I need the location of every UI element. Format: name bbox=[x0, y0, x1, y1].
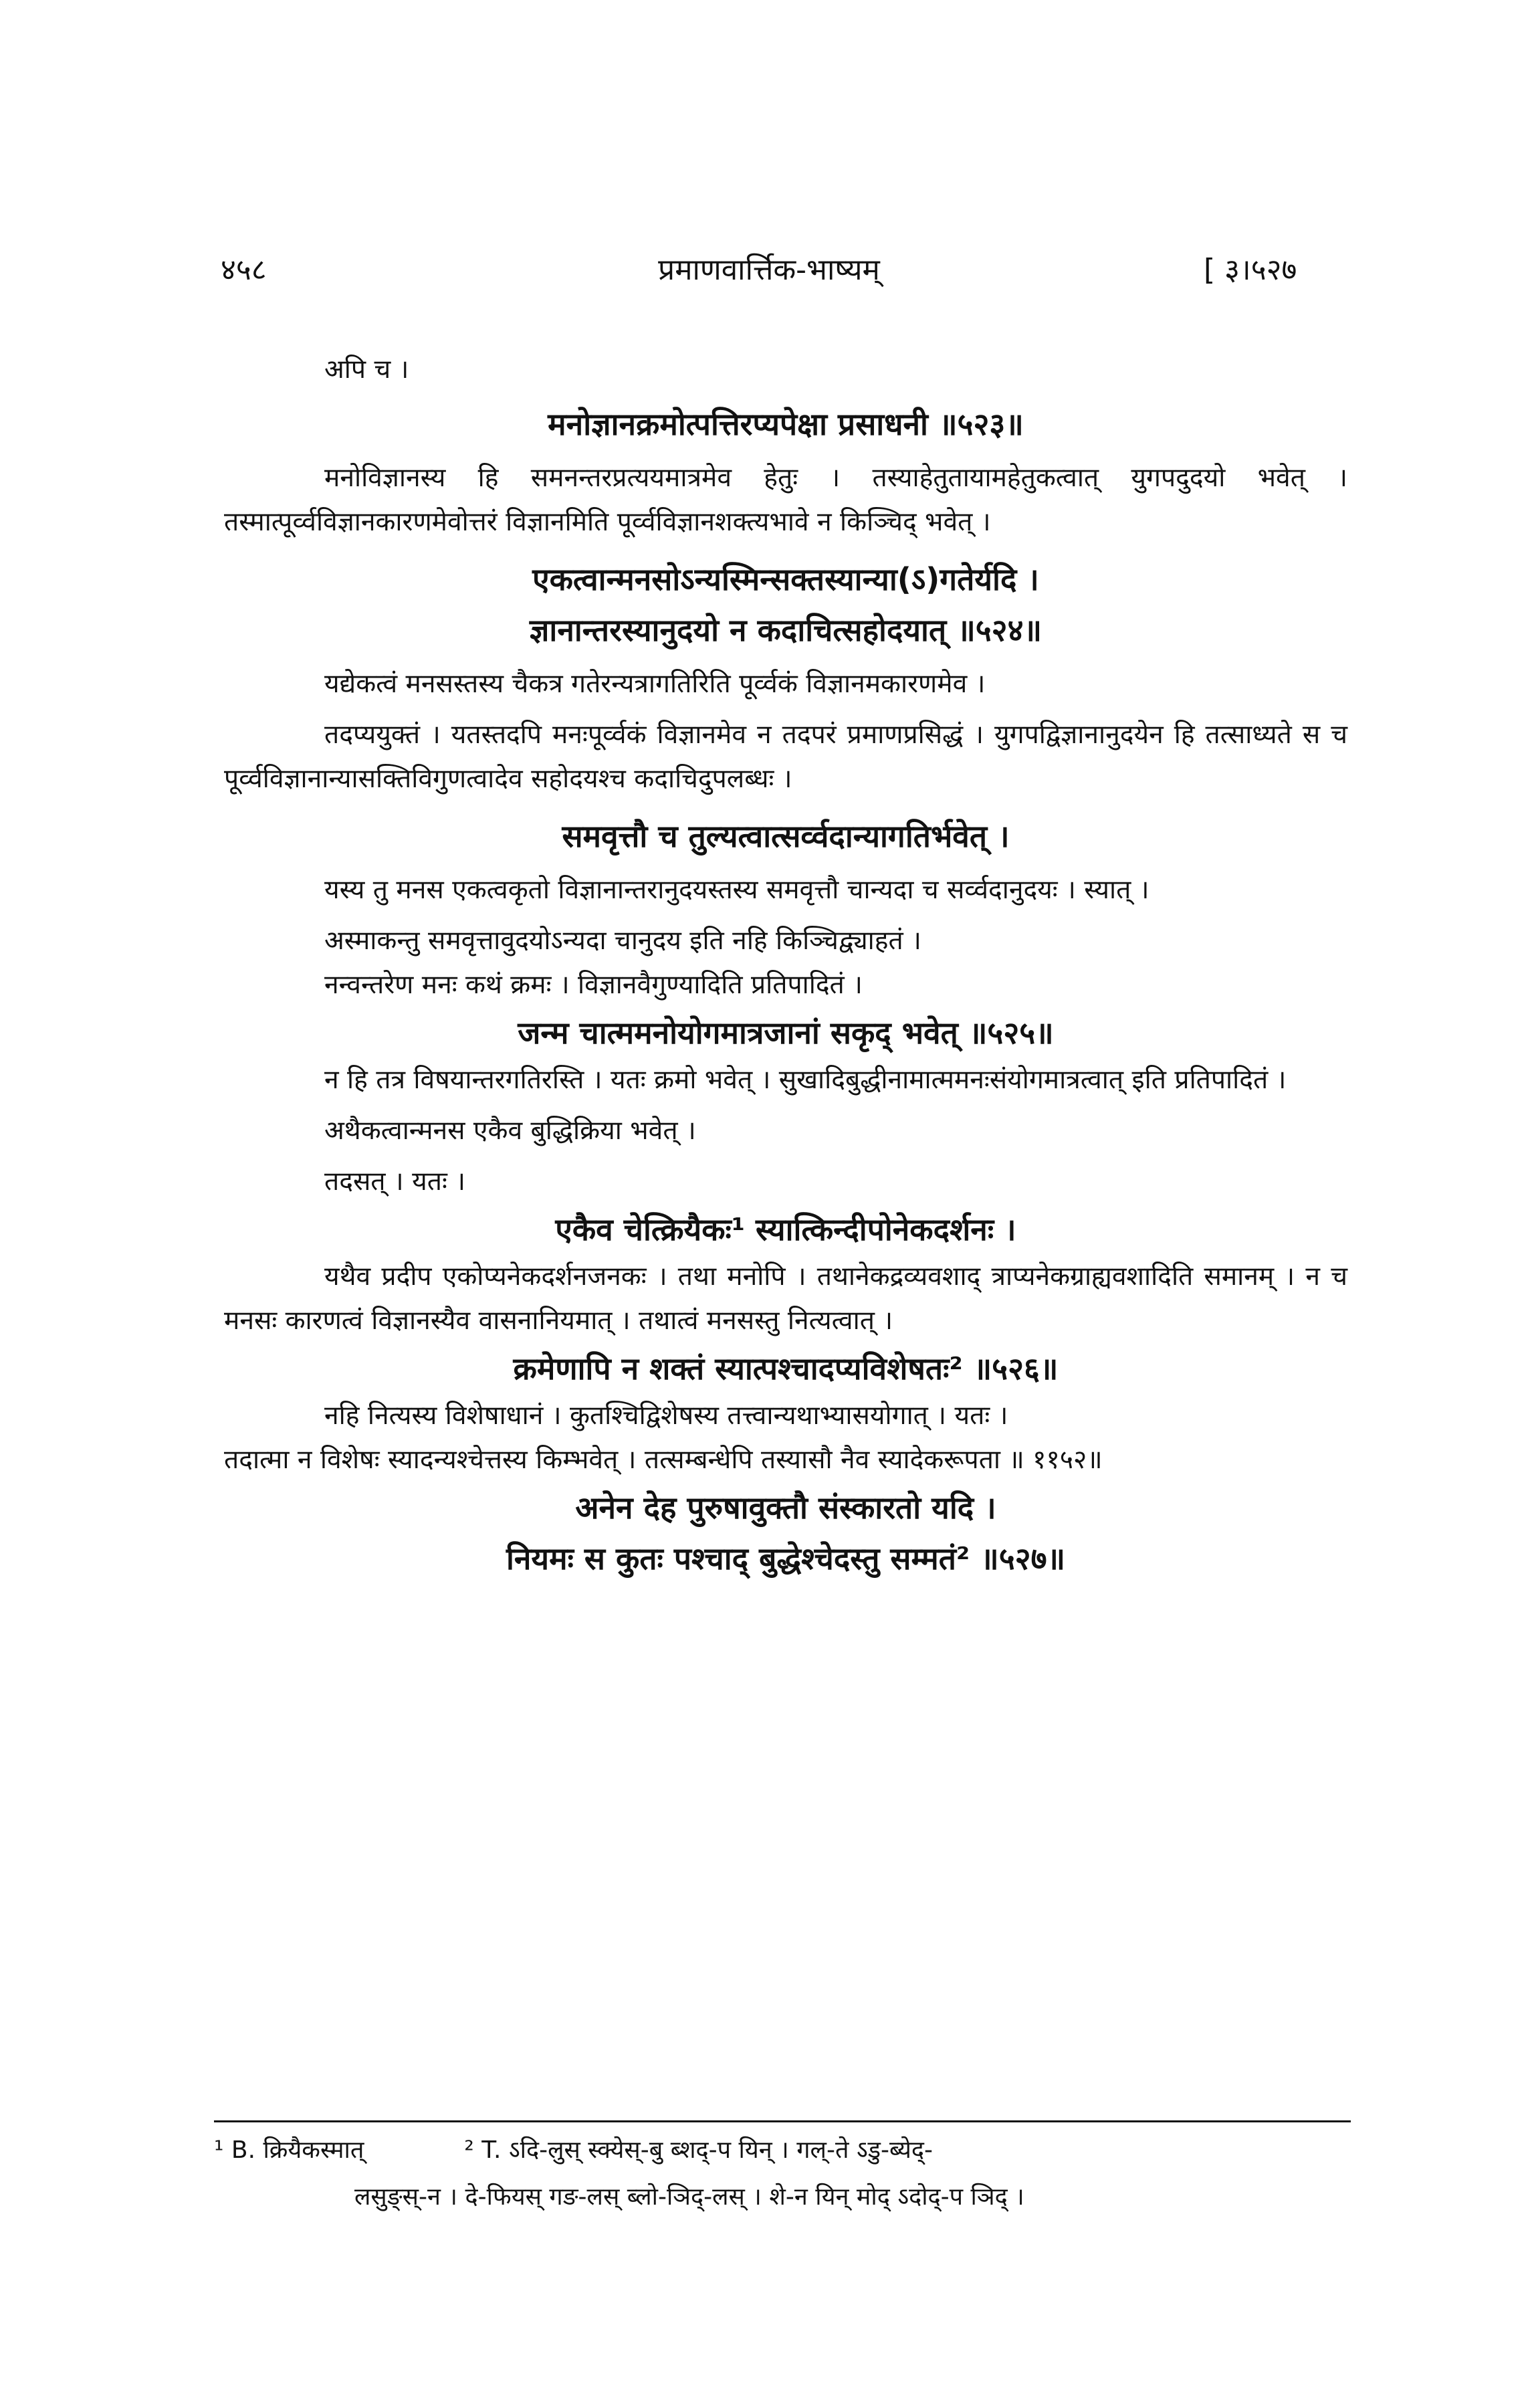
prose-paragraph: यस्य तु मनस एकत्वकृतो विज्ञानान्तरानुदयस्तस्य समवृत्तौ चान्यदा च सर्व्वदानुदयः । स्यात् । bbox=[324, 875, 1149, 905]
footnote-divider bbox=[214, 2120, 1351, 2122]
footnote-2: ² T. ऽदि-लुस् स्क्येस्-बु ब्शद्-प यिन् । गल्-ते ऽडु-ब्येद्- bbox=[464, 2136, 933, 2164]
verse-524 bbox=[224, 554, 1347, 656]
page-number: ४५८ bbox=[221, 253, 267, 287]
quoted-verse: तदात्मा न विशेषः स्यादन्यश्चेत्तस्य किम्भवेत् । तत्सम्बन्धेपि तस्यासौ नैव स्यादेकरूपता ॥ ११५२॥ bbox=[224, 1445, 1103, 1475]
prose-paragraph: तदप्ययुक्तं । यतस्तदपि मनःपूर्व्वकं विज्ञानमेव न तदपरं प्रमाणप्रसिद्धं । युगपद्विज्ञानानुदयेन हि तत्साध्यते स च पूर्व्वविज्ञानान्यासक्तिविगुणत्वादेव सहोदयश्च कदाचिदुपलब्धः । bbox=[224, 720, 1347, 794]
prose-paragraph: यद्येकत्वं मनसस्तस्य चैकत्र गतेरन्यत्रागतिरिति पूर्व्वकं विज्ञानमकारणमेव । bbox=[324, 669, 986, 699]
verse-line: एकैव चेत्क्रियैकः¹ स्यात्किन्दीपोनेकदर्शनः । bbox=[555, 1211, 1016, 1247]
prose-paragraph: न हि तत्र विषयान्तरगतिरस्ति । यतः क्रमो भवेत् । सुखादिबुद्धीनामात्ममनःसंयोगमात्रत्वात् इति प्रतिपादितं । bbox=[324, 1065, 1287, 1095]
verse-line: नियमः स कुतः पश्चाद् बुद्धेश्चेदस्तु सम्मतं² ॥५२७॥ bbox=[506, 1540, 1066, 1577]
verse-line: जन्म चात्ममनोयोगमात्रजानां सकृद् भवेत् ॥५२५॥ bbox=[518, 1015, 1054, 1051]
prose-paragraph: यथैव प्रदीप एकोप्यनेकदर्शनजनकः । तथा मनोपि । तथानेकद्रव्यवशाद् त्राप्यनेकग्राह्यवशादिति समानम् । न च मनसः कारणत्वं विज्ञानस्यैव वासनानियमात् । तथात्वं मनसस्तु नित्यत्वात् । bbox=[224, 1262, 1347, 1336]
footnotes bbox=[214, 2127, 1351, 2221]
verse-527 bbox=[224, 1482, 1347, 1584]
verse-line: ज्ञानान्तरस्यानुदयो न कदाचित्सहोदयात् ॥५२४॥ bbox=[529, 612, 1042, 648]
prose-paragraph: मनोविज्ञानस्य हि समनन्तरप्रत्ययमात्रमेव हेतुः । तस्याहेतुतायामहेतुकत्वात् युगपदुदयो भवेत् । तस्मात्पूर्व्वविज्ञानकारणमेवोत्तरं विज्ञानमिति पूर्व्वविज्ञानशक्त्यभावे न किञ्चिद् भवेत् । bbox=[224, 463, 1347, 537]
verse-half bbox=[224, 811, 1347, 862]
page-body bbox=[224, 348, 1347, 1584]
verse-523 bbox=[224, 399, 1347, 449]
verse-525 bbox=[224, 1007, 1347, 1058]
verse-line: समवृत्तौ च तुल्यत्वात्सर्व्वदान्यागतिर्भवेत् । bbox=[562, 818, 1010, 854]
verse-half bbox=[224, 1204, 1347, 1255]
prose-paragraph: अथैकत्वान्मनस एकैव बुद्धिक्रिया भवेत् । bbox=[324, 1116, 696, 1146]
section-reference: [ ३।५२७ bbox=[1204, 253, 1297, 287]
prose-paragraph: अस्माकन्तु समवृत्तावुदयोऽन्यदा चानुदय इति नहि किञ्चिद्व्याहतं । bbox=[324, 926, 921, 956]
verse-line: मनोज्ञानक्रमोत्पत्तिरप्यपेक्षा प्रसाधनी ॥५२३॥ bbox=[548, 406, 1024, 442]
verse-526 bbox=[224, 1343, 1347, 1394]
verse-line: एकत्वान्मनसोऽन्यस्मिन्सक्तस्यान्या(ऽ)गतेर्यदि । bbox=[532, 561, 1039, 597]
footnote-2-continuation: लसुङ्स्-न । दे-फियस् गङ-लस् ब्लो-ञिद्-लस् । शे-न यिन् मोद् ऽदोद्-प ञिद् । bbox=[354, 2183, 1024, 2211]
verse-line: क्रमेणापि न शक्तं स्यात्पश्चादप्यविशेषतः² ॥५२६॥ bbox=[513, 1350, 1059, 1387]
footnote-1: ¹ B. क्रियैकस्मात् bbox=[214, 2136, 364, 2164]
prose-paragraph: नहि नित्यस्य विशेषाधानं । कुतश्चिद्विशेषस्य तत्त्वान्यथाभ्यासयोगात् । यतः । bbox=[324, 1401, 1008, 1431]
verse-line: अनेन देह पुरुषावुक्तौ संस्कारतो यदि । bbox=[575, 1490, 996, 1526]
prose-paragraph: नन्वन्तरेण मनः कथं क्रमः । विज्ञानवैगुण्यादिति प्रतिपादितं । bbox=[324, 970, 863, 1000]
running-title: प्रमाणवार्त्तिक-भाष्यम् bbox=[658, 253, 880, 287]
footnote-line bbox=[214, 2127, 1351, 2174]
prose-paragraph: तदसत् । यतः । bbox=[324, 1167, 466, 1197]
prose-paragraph: अपि च । bbox=[324, 355, 409, 385]
